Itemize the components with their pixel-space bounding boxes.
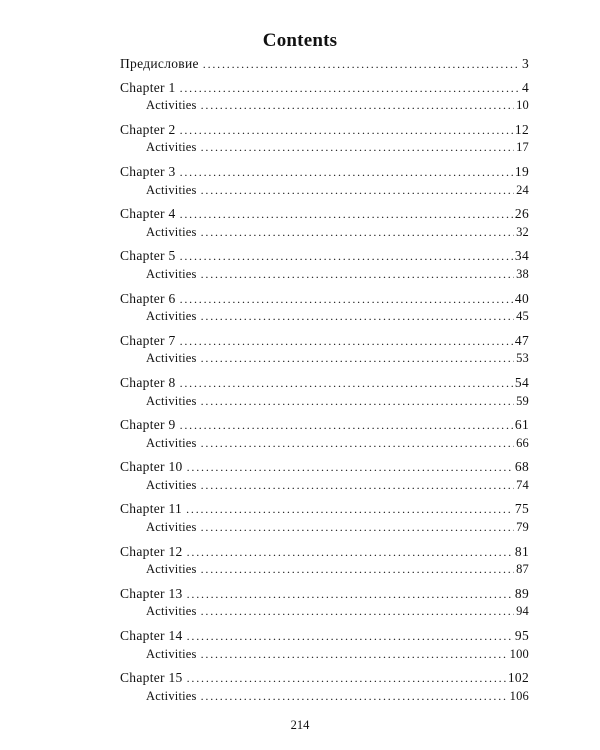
toc-subentry [120, 351, 529, 370]
dot-leader [180, 376, 513, 391]
toc-subentry [120, 520, 529, 539]
toc-entry-page: 75 [514, 501, 529, 517]
toc-entry-page: 19 [514, 163, 529, 179]
toc-subentry [120, 689, 529, 708]
toc-entry-label: Activities [146, 604, 197, 619]
toc-entry [120, 164, 529, 183]
dot-leader [201, 689, 508, 704]
toc-entry-label: Activities [146, 98, 197, 113]
page-title: Contents [262, 30, 338, 51]
dot-leader [201, 478, 514, 493]
toc-entry-page: 94 [516, 604, 529, 619]
toc-subentry [120, 140, 529, 159]
toc-entry-page: 47 [514, 332, 529, 348]
toc-entry [120, 375, 529, 394]
dot-leader [201, 647, 508, 662]
toc-subentry [120, 309, 529, 328]
toc-entry-page: 87 [516, 562, 529, 577]
toc-entry [120, 628, 529, 647]
dot-leader [180, 123, 513, 138]
dot-leader [186, 502, 513, 517]
toc-subentry [120, 562, 529, 581]
toc-subentry [120, 394, 529, 413]
dot-leader [201, 225, 514, 240]
toc-entry-label: Activities [146, 224, 197, 239]
toc-entry-label: Activities [146, 351, 197, 366]
dot-leader [187, 629, 513, 644]
toc-entry-label: Activities [146, 309, 197, 324]
toc-subentry [120, 478, 529, 497]
dot-leader [201, 98, 514, 113]
toc-entry-page: 3 [521, 56, 529, 71]
toc-subentry [120, 225, 529, 244]
toc-entry-label: Activities [146, 140, 197, 155]
dot-leader [187, 545, 513, 560]
toc-entry-label: Activities [146, 182, 197, 197]
toc-entry-page: 79 [516, 520, 529, 535]
toc-entry-page: 89 [514, 585, 529, 601]
toc-entry-label: Chapter 5 [120, 248, 176, 264]
toc-entry-page: 17 [516, 140, 529, 155]
dot-leader [180, 418, 513, 433]
dot-leader [201, 520, 514, 535]
toc-entry-label: Chapter 6 [120, 290, 176, 306]
dot-leader [187, 460, 513, 475]
toc-entry-label: Chapter 12 [120, 543, 183, 559]
toc-entry-label: Chapter 9 [120, 417, 176, 433]
toc-entry-page: 59 [516, 393, 529, 408]
table-of-contents [120, 56, 529, 707]
toc-entry-page: 102 [507, 670, 529, 686]
dot-leader [180, 292, 513, 307]
toc-entry-page: 4 [521, 79, 529, 95]
dot-leader [201, 562, 514, 577]
toc-entry-label: Chapter 10 [120, 459, 183, 475]
toc-entry-label: Chapter 3 [120, 163, 176, 179]
toc-entry [120, 291, 529, 310]
toc-entry-page: 24 [516, 182, 529, 197]
toc-subentry [120, 604, 529, 623]
toc-entry-page: 10 [516, 98, 529, 113]
toc-subentry [120, 647, 529, 666]
toc-entry [120, 544, 529, 563]
dot-leader [180, 207, 513, 222]
toc-entry-page: 53 [516, 351, 529, 366]
toc-entry-page: 66 [516, 435, 529, 450]
toc-entry-label: Предисловие [120, 56, 199, 71]
toc-entry [120, 459, 529, 478]
toc-entry-page: 12 [514, 121, 529, 137]
toc-entry-label: Chapter 13 [120, 585, 183, 601]
dot-leader [180, 81, 520, 96]
dot-leader [180, 249, 513, 264]
dot-leader [201, 604, 514, 619]
toc-entry [120, 206, 529, 225]
dot-leader [201, 309, 514, 324]
toc-entry-label: Chapter 2 [120, 121, 176, 137]
toc-entry-label: Chapter 14 [120, 628, 183, 644]
toc-entry-label: Activities [146, 393, 197, 408]
toc-entry-label: Activities [146, 688, 197, 703]
dot-leader [180, 334, 513, 349]
toc-entry-page: 81 [514, 543, 529, 559]
toc-entry-label: Activities [146, 435, 197, 450]
toc-entry [120, 501, 529, 520]
toc-entry-page: 61 [514, 417, 529, 433]
toc-entry-label: Chapter 7 [120, 332, 176, 348]
dot-leader [201, 140, 514, 155]
toc-entry-label: Chapter 8 [120, 374, 176, 390]
dot-leader [201, 436, 514, 451]
toc-entry-page: 38 [516, 266, 529, 281]
toc-entry-page: 100 [509, 646, 529, 661]
toc-entry-page: 34 [514, 248, 529, 264]
toc-entry-page: 74 [516, 477, 529, 492]
toc-entry-label: Activities [146, 266, 197, 281]
toc-entry-label: Activities [146, 562, 197, 577]
toc-entry [120, 417, 529, 436]
toc-entry-page: 95 [514, 628, 529, 644]
toc-entry-label: Activities [146, 477, 197, 492]
toc-entry [120, 122, 529, 141]
page-number: 214 [290, 718, 310, 732]
toc-entry-page: 54 [514, 374, 529, 390]
toc-entry-page: 40 [514, 290, 529, 306]
dot-leader [201, 183, 514, 198]
toc-entry [120, 56, 529, 75]
toc-entry-label: Chapter 4 [120, 206, 176, 222]
toc-entry-page: 106 [509, 688, 529, 703]
dot-leader [201, 351, 514, 366]
toc-entry [120, 248, 529, 267]
toc-entry-page: 45 [516, 309, 529, 324]
dot-leader [180, 165, 513, 180]
toc-entry-page: 32 [516, 224, 529, 239]
dot-leader [201, 394, 514, 409]
toc-entry-label: Chapter 15 [120, 670, 183, 686]
toc-subentry [120, 183, 529, 202]
dot-leader [187, 671, 506, 686]
toc-entry-label: Chapter 1 [120, 79, 176, 95]
toc-subentry [120, 98, 529, 117]
toc-entry [120, 670, 529, 689]
toc-subentry [120, 436, 529, 455]
toc-entry [120, 586, 529, 605]
toc-entry-label: Chapter 11 [120, 501, 183, 517]
toc-entry-page: 26 [514, 206, 529, 222]
toc-entry-label: Activities [146, 646, 197, 661]
dot-leader [203, 57, 520, 72]
toc-entry [120, 80, 529, 99]
dot-leader [201, 267, 514, 282]
toc-entry-page: 68 [514, 459, 529, 475]
toc-entry-label: Activities [146, 520, 197, 535]
dot-leader [187, 587, 513, 602]
toc-subentry [120, 267, 529, 286]
toc-entry [120, 333, 529, 352]
